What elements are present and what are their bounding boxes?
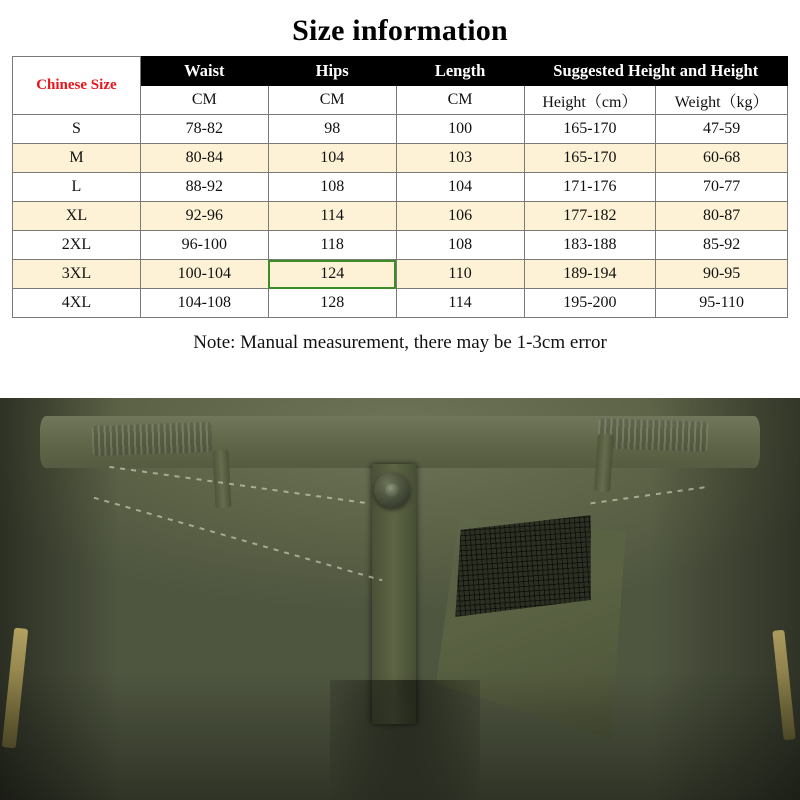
cell-waist: 100-104 — [140, 260, 268, 289]
cell-hips: 104 — [268, 144, 396, 173]
cell-weight: 80-87 — [656, 202, 788, 231]
corner-label-chinese-size: Chinese Size — [13, 57, 141, 115]
cell-hips: 128 — [268, 289, 396, 318]
cell-length: 104 — [396, 173, 524, 202]
cell-height: 165-170 — [524, 115, 656, 144]
cell-waist: 88-92 — [140, 173, 268, 202]
cell-length: 108 — [396, 231, 524, 260]
cell-waist: 92-96 — [140, 202, 268, 231]
cell-height: 195-200 — [524, 289, 656, 318]
cell-length: 106 — [396, 202, 524, 231]
table-header-groups — [13, 57, 788, 86]
cell-height: 165-170 — [524, 144, 656, 173]
table-row — [13, 144, 788, 173]
unit-hips: CM — [268, 86, 396, 115]
header-waist: Waist — [140, 57, 268, 86]
page-title: Size information — [292, 14, 508, 47]
size-table-container — [0, 48, 800, 318]
table-row — [13, 173, 788, 202]
cell-hips: 118 — [268, 231, 396, 260]
cell-waist: 104-108 — [140, 289, 268, 318]
cell-waist: 78-82 — [140, 115, 268, 144]
unit-weight-kg: Weight（kg） — [656, 86, 788, 115]
cell-weight: 47-59 — [656, 115, 788, 144]
elastic-panel-left — [92, 422, 213, 456]
elastic-panel-right — [598, 418, 709, 452]
table-row — [13, 260, 788, 289]
table-row — [13, 231, 788, 260]
belt-loop — [212, 450, 231, 509]
mesh-lining — [449, 515, 597, 617]
header-suggested-height-and-height: Suggested Height and Height — [524, 57, 788, 86]
cell-waist: 80-84 — [140, 144, 268, 173]
size-table — [12, 56, 788, 318]
cell-length: 110 — [396, 260, 524, 289]
waist-button — [374, 472, 410, 508]
header-hips: Hips — [268, 57, 396, 86]
cell-size: S — [13, 115, 141, 144]
cell-weight: 90-95 — [656, 260, 788, 289]
cell-height: 177-182 — [524, 202, 656, 231]
cell-height: 171-176 — [524, 173, 656, 202]
cell-size: 2XL — [13, 231, 141, 260]
cell-hips-highlighted: 124 — [268, 260, 396, 289]
cell-size: L — [13, 173, 141, 202]
unit-length: CM — [396, 86, 524, 115]
cell-weight: 60-68 — [656, 144, 788, 173]
unit-height-cm: Height（cm） — [524, 86, 656, 115]
cell-length: 103 — [396, 144, 524, 173]
cell-hips: 114 — [268, 202, 396, 231]
cell-height: 189-194 — [524, 260, 656, 289]
photo-shadow-bottom — [0, 670, 800, 800]
cell-hips: 98 — [268, 115, 396, 144]
cell-weight: 85-92 — [656, 231, 788, 260]
cell-waist: 96-100 — [140, 231, 268, 260]
cell-size: XL — [13, 202, 141, 231]
product-photo-trousers — [0, 398, 800, 800]
unit-waist: CM — [140, 86, 268, 115]
table-row — [13, 115, 788, 144]
cell-weight: 70-77 — [656, 173, 788, 202]
cell-size: M — [13, 144, 141, 173]
cell-hips: 108 — [268, 173, 396, 202]
cell-height: 183-188 — [524, 231, 656, 260]
table-row — [13, 202, 788, 231]
header-length: Length — [396, 57, 524, 86]
cell-length: 114 — [396, 289, 524, 318]
cell-length: 100 — [396, 115, 524, 144]
cell-size: 3XL — [13, 260, 141, 289]
cell-size: 4XL — [13, 289, 141, 318]
measurement-note: Note: Manual measurement, there may be 1-3cm error — [193, 332, 607, 353]
cell-weight: 95-110 — [656, 289, 788, 318]
table-row — [13, 289, 788, 318]
